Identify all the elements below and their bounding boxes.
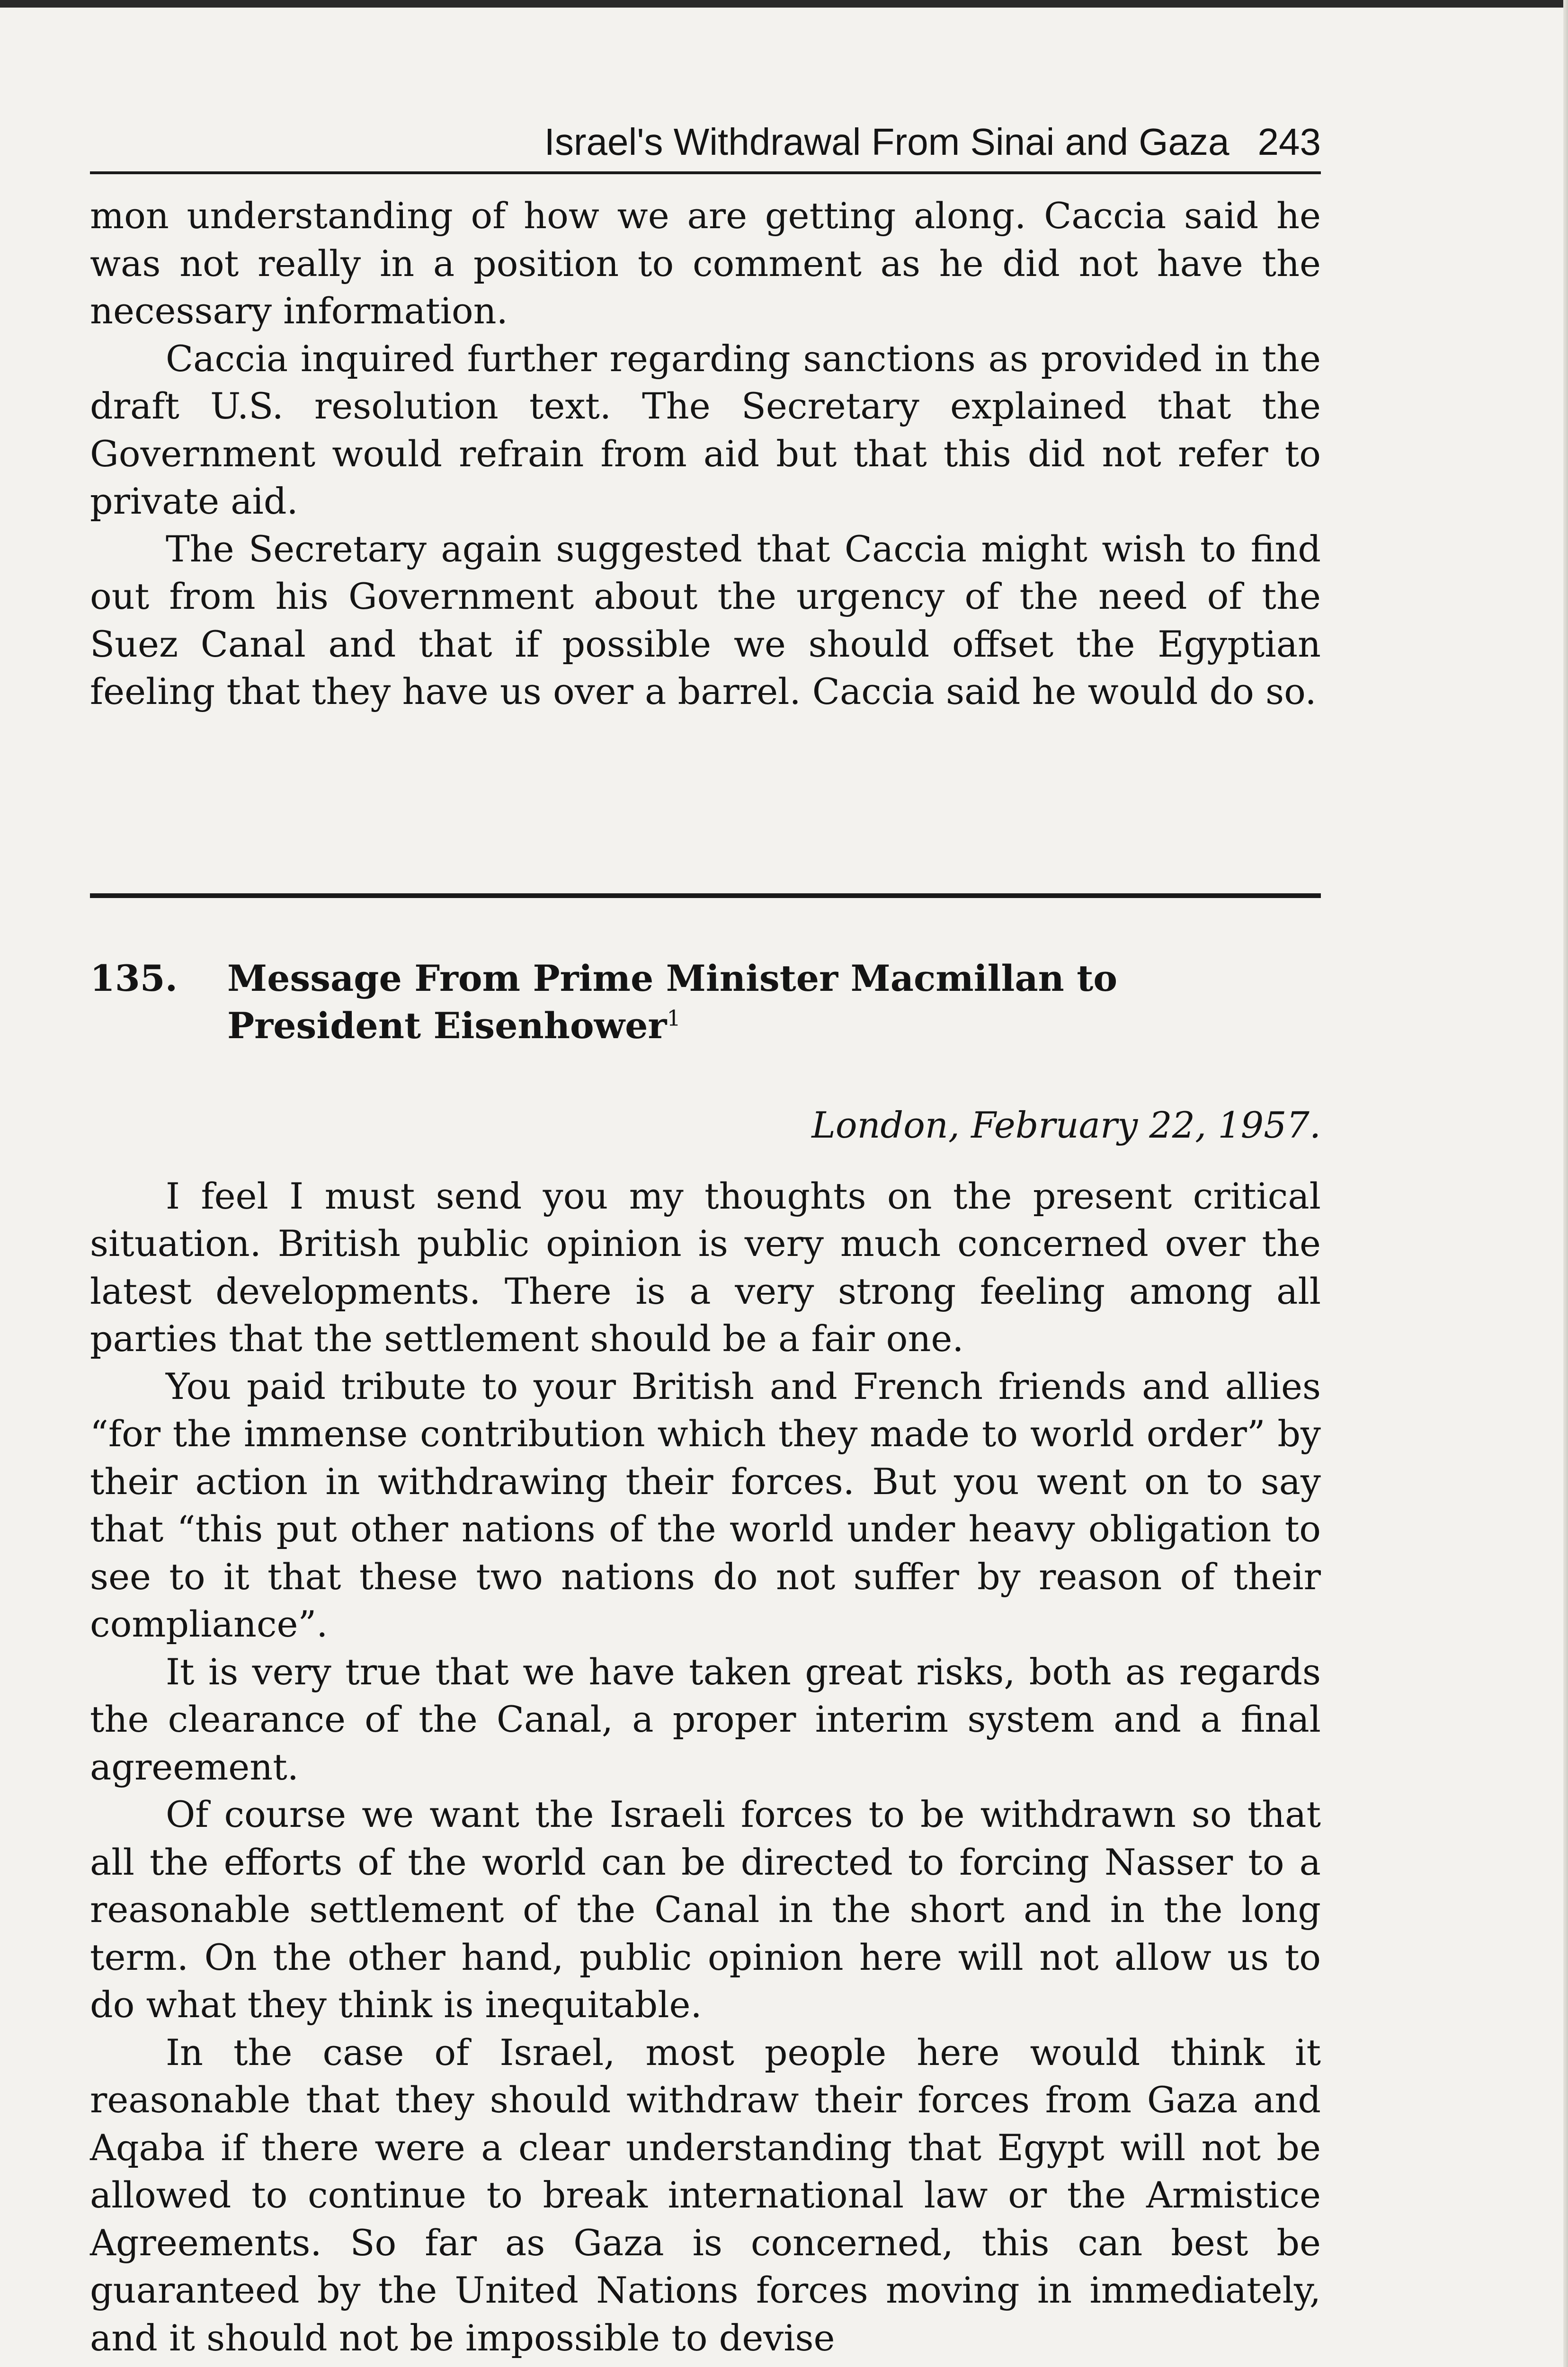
page-number: 243 — [1257, 121, 1321, 163]
scan-border-top — [0, 0, 1568, 8]
scan-border-right — [1563, 0, 1568, 2367]
document-page — [90, 118, 1321, 2367]
document-title-wrap — [227, 955, 1321, 1050]
paragraph: In the case of Israel, most people here would think it reasonable that they should withdraw their forces from Gaza and Aqaba if there were a clear understanding that Egypt will not be allowed to continue to break international law or the Armistice Agreements. So far as Gaza is concerned, this can best be guaranteed by the United Nations forces moving in immediately, and it should not be impossible to devise — [90, 2031, 1321, 2359]
paragraph: I feel I must send you my thoughts on the present critical situation. British public opinion is very much concerned over the latest developments. There is a very strong feeling among all parties that the settlement should be a fair one. — [90, 1175, 1321, 1360]
dateline: London, February 22, 1957. — [811, 1103, 1321, 1146]
continuation-text — [90, 192, 1321, 716]
paragraph: It is very true that we have taken great risks, both as regards the clearance of the Canal, a proper interim system and a final agreement. — [90, 1650, 1321, 1788]
footnote-reference: 1 — [667, 1005, 681, 1031]
document-body — [90, 1173, 1321, 2362]
document-heading — [90, 955, 1321, 1050]
paragraph: The Secretary again suggested that Caccia might wish to find out from his Government about the urgency of the need of the Suez Canal and that if possible we should offset the Egyptian feeling that they have us over a barrel. Caccia said he would do so. — [90, 527, 1321, 712]
document-number: 135. — [90, 957, 178, 999]
section-divider — [90, 893, 1321, 898]
paragraph: Caccia inquired further regarding sanctions as provided in the draft U.S. resolution text. The Secretary explained that the Government would refrain from aid but that this did not refer to private aid. — [90, 337, 1321, 522]
paragraph: Of course we want the Israeli forces to be withdrawn so that all the efforts of the world can be directed to forcing Nasser to a reasonable settlement of the Canal in the short and in the long term. On the other hand, public opinion here will not allow us to do what they think is inequitable. — [90, 1793, 1321, 2026]
running-header — [90, 118, 1321, 174]
paragraph: You paid tribute to your British and French friends and allies “for the immense contribution which they made to world order” by their action in withdrawing their forces. But you went on to say that “this put other nations of the world under heavy obligation to see to it that these two nations do not suffer by reason of their compliance”. — [90, 1365, 1321, 1645]
paragraph: mon understanding of how we are getting along. Caccia said he was not really in a position to comment as he did not have the necessary information. — [90, 195, 1321, 332]
running-title: Israel's Withdrawal From Sinai and Gaza — [544, 121, 1229, 163]
document-title: Message From Prime Minister Macmillan to President Eisenhower — [227, 957, 1118, 1047]
